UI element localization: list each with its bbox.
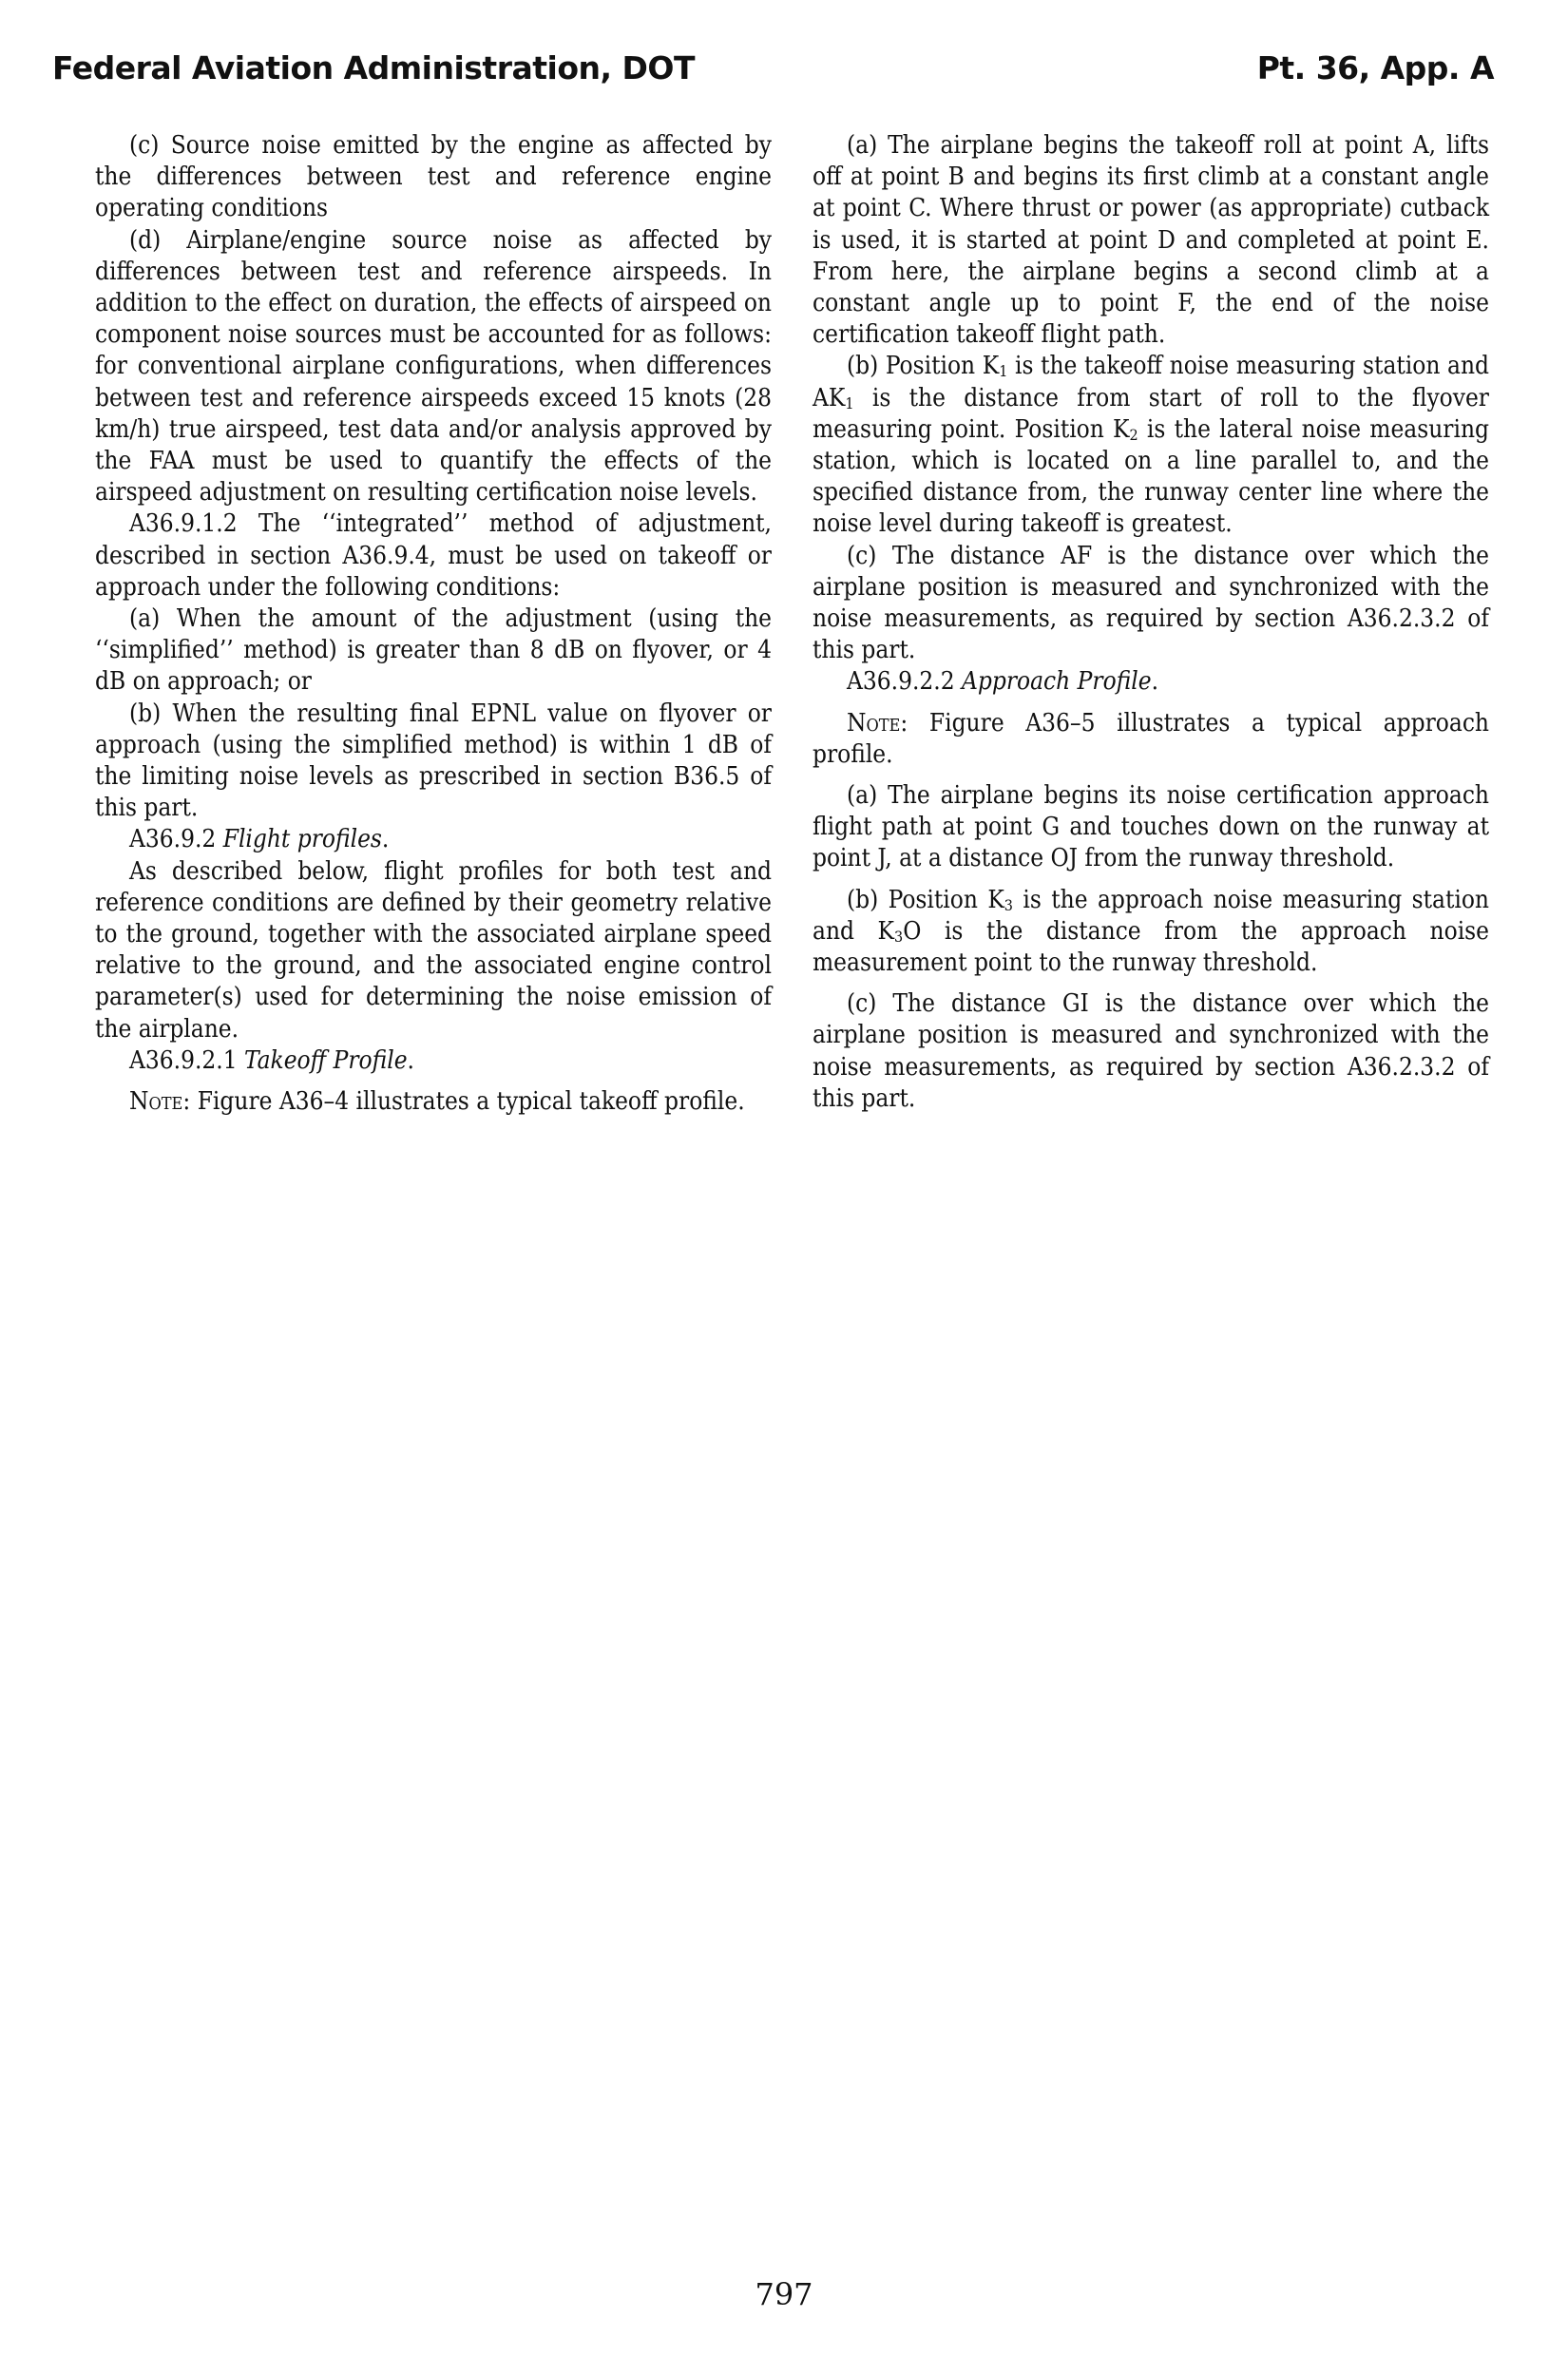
- subscript: 3: [1004, 895, 1013, 914]
- text-run: is the takeoff noise measuring station and AK: [813, 352, 1489, 412]
- heading-takeoff-profile: [95, 1045, 772, 1077]
- text-run: (b) Position K: [847, 352, 1000, 381]
- paragraph-b-position-k3: [813, 885, 1489, 980]
- text-run: O is the distance from the approach noise measurement point to the runway threshold.: [813, 916, 1490, 978]
- paragraph-flight-profiles-description: As described below, flight profiles for both test and reference conditions are defined by their geometry relative to the ground, together with the associated airplane speed relative to the ground, and the associated engine control parameter(s) used for determining the noise emission of the airplane.: [95, 856, 772, 1044]
- note-label: Note:: [847, 708, 908, 738]
- paragraph-a36-9-1-2: A36.9.1.2 The ‘‘integrated’’ method of adjustment, described in section A36.9.4, must be used on takeoff or approach under the following conditions:: [95, 509, 772, 602]
- running-header: [52, 49, 1494, 97]
- paragraph-a-takeoff-roll: (a) The airplane begins the takeoff roll at point A, lifts off at point B and begins its first climb at a constant angle at point C. Where thrust or power (as appropriate) cutback is used, it is started at point D and completed at point E. From here, the airplane begins a second climb at a constant angle up to point F, the end of the noise certification takeoff flight path.: [813, 131, 1489, 350]
- subscript: 1: [999, 362, 1008, 381]
- agency-title: Federal Aviation Administration, DOT: [52, 49, 695, 86]
- note-text: Figure A36–4 illustrates a typical takeoff profile.: [197, 1087, 745, 1117]
- paragraph-c-distance-af: (c) The distance AF is the distance over which the airplane position is measured and synchronized with the noise measurements, as required by section A36.2.3.2 of this part.: [813, 541, 1489, 665]
- page-number: 797: [755, 2276, 813, 2312]
- section-number: A36.9.2.1: [129, 1045, 238, 1075]
- section-title: Approach Profile: [962, 667, 1152, 697]
- section-punct: .: [1151, 667, 1159, 697]
- left-column: [95, 130, 772, 1118]
- section-title: Takeoff Profile: [244, 1045, 408, 1075]
- text-run: is the lateral noise measuring station, which is located on a line parallel to, and the specified distance from, the runway center line where the noise level during takeoff is greatest.: [813, 414, 1490, 539]
- section-number: A36.9.2: [129, 825, 217, 854]
- note-figure-a36-5: [813, 708, 1489, 771]
- note-text: Figure A36–5 illustrates a typical approach profile.: [813, 708, 1489, 769]
- text-run: (b) Position K: [847, 885, 1004, 914]
- paragraph-c-source-noise: (c) Source noise emitted by the engine as affected by the differences between test and reference engine operating conditions: [95, 131, 772, 223]
- paragraph-b-positions-k1-k2: [813, 351, 1489, 540]
- section-title: Flight profiles: [222, 825, 382, 854]
- section-punct: .: [381, 825, 390, 854]
- right-column: [813, 130, 1489, 1115]
- text-run: is the distance from start of roll to the flyover measuring point. Position K: [813, 383, 1489, 444]
- section-punct: .: [407, 1045, 414, 1075]
- note-figure-a36-4: [95, 1086, 772, 1118]
- subscript: 2: [1129, 425, 1138, 444]
- heading-approach-profile: [813, 666, 1489, 698]
- section-reference: Pt. 36, App. A: [1256, 49, 1494, 86]
- subscript: 3: [894, 927, 904, 946]
- paragraph-a-adjustment: (a) When the amount of the adjustment (using the ‘‘simplified’’ method) is greater than 8 dB on flyover, or 4 dB on approach; or: [95, 604, 772, 697]
- paragraph-c-distance-gi: (c) The distance GI is the distance over which the airplane position is measured and synchronized with the noise measurements, as required by section A36.2.3.2 of this part.: [813, 989, 1489, 1113]
- paragraph-a-approach-path: (a) The airplane begins its noise certification approach flight path at point G and touches down on the runway at point J, at a distance OJ from the runway threshold.: [813, 781, 1489, 873]
- paragraph-b-epnl: (b) When the resulting final EPNL value on flyover or approach (using the simplified method) is within 1 dB of the limiting noise levels as prescribed in section B36.5 of this part.: [95, 699, 772, 823]
- text-run: is the approach noise measuring station and K: [813, 885, 1489, 946]
- note-label: Note:: [129, 1087, 191, 1117]
- subscript: 1: [845, 393, 854, 412]
- heading-flight-profiles: [95, 824, 772, 855]
- section-number: A36.9.2.2: [847, 667, 955, 697]
- paragraph-d-airspeed: (d) Airplane/engine source noise as affected by differences between test and reference airspeeds. In addition to the effect on duration, the effects of airspeed on component noise sources must be accounted for as follows: for conventional airplane configurations, when differences between test and reference airspeeds exceed 15 knots (28 km/h) true airspeed, test data and/or analysis approved by the FAA must be used to quantify the effects of the airspeed adjustment on resulting certification noise levels.: [95, 225, 772, 508]
